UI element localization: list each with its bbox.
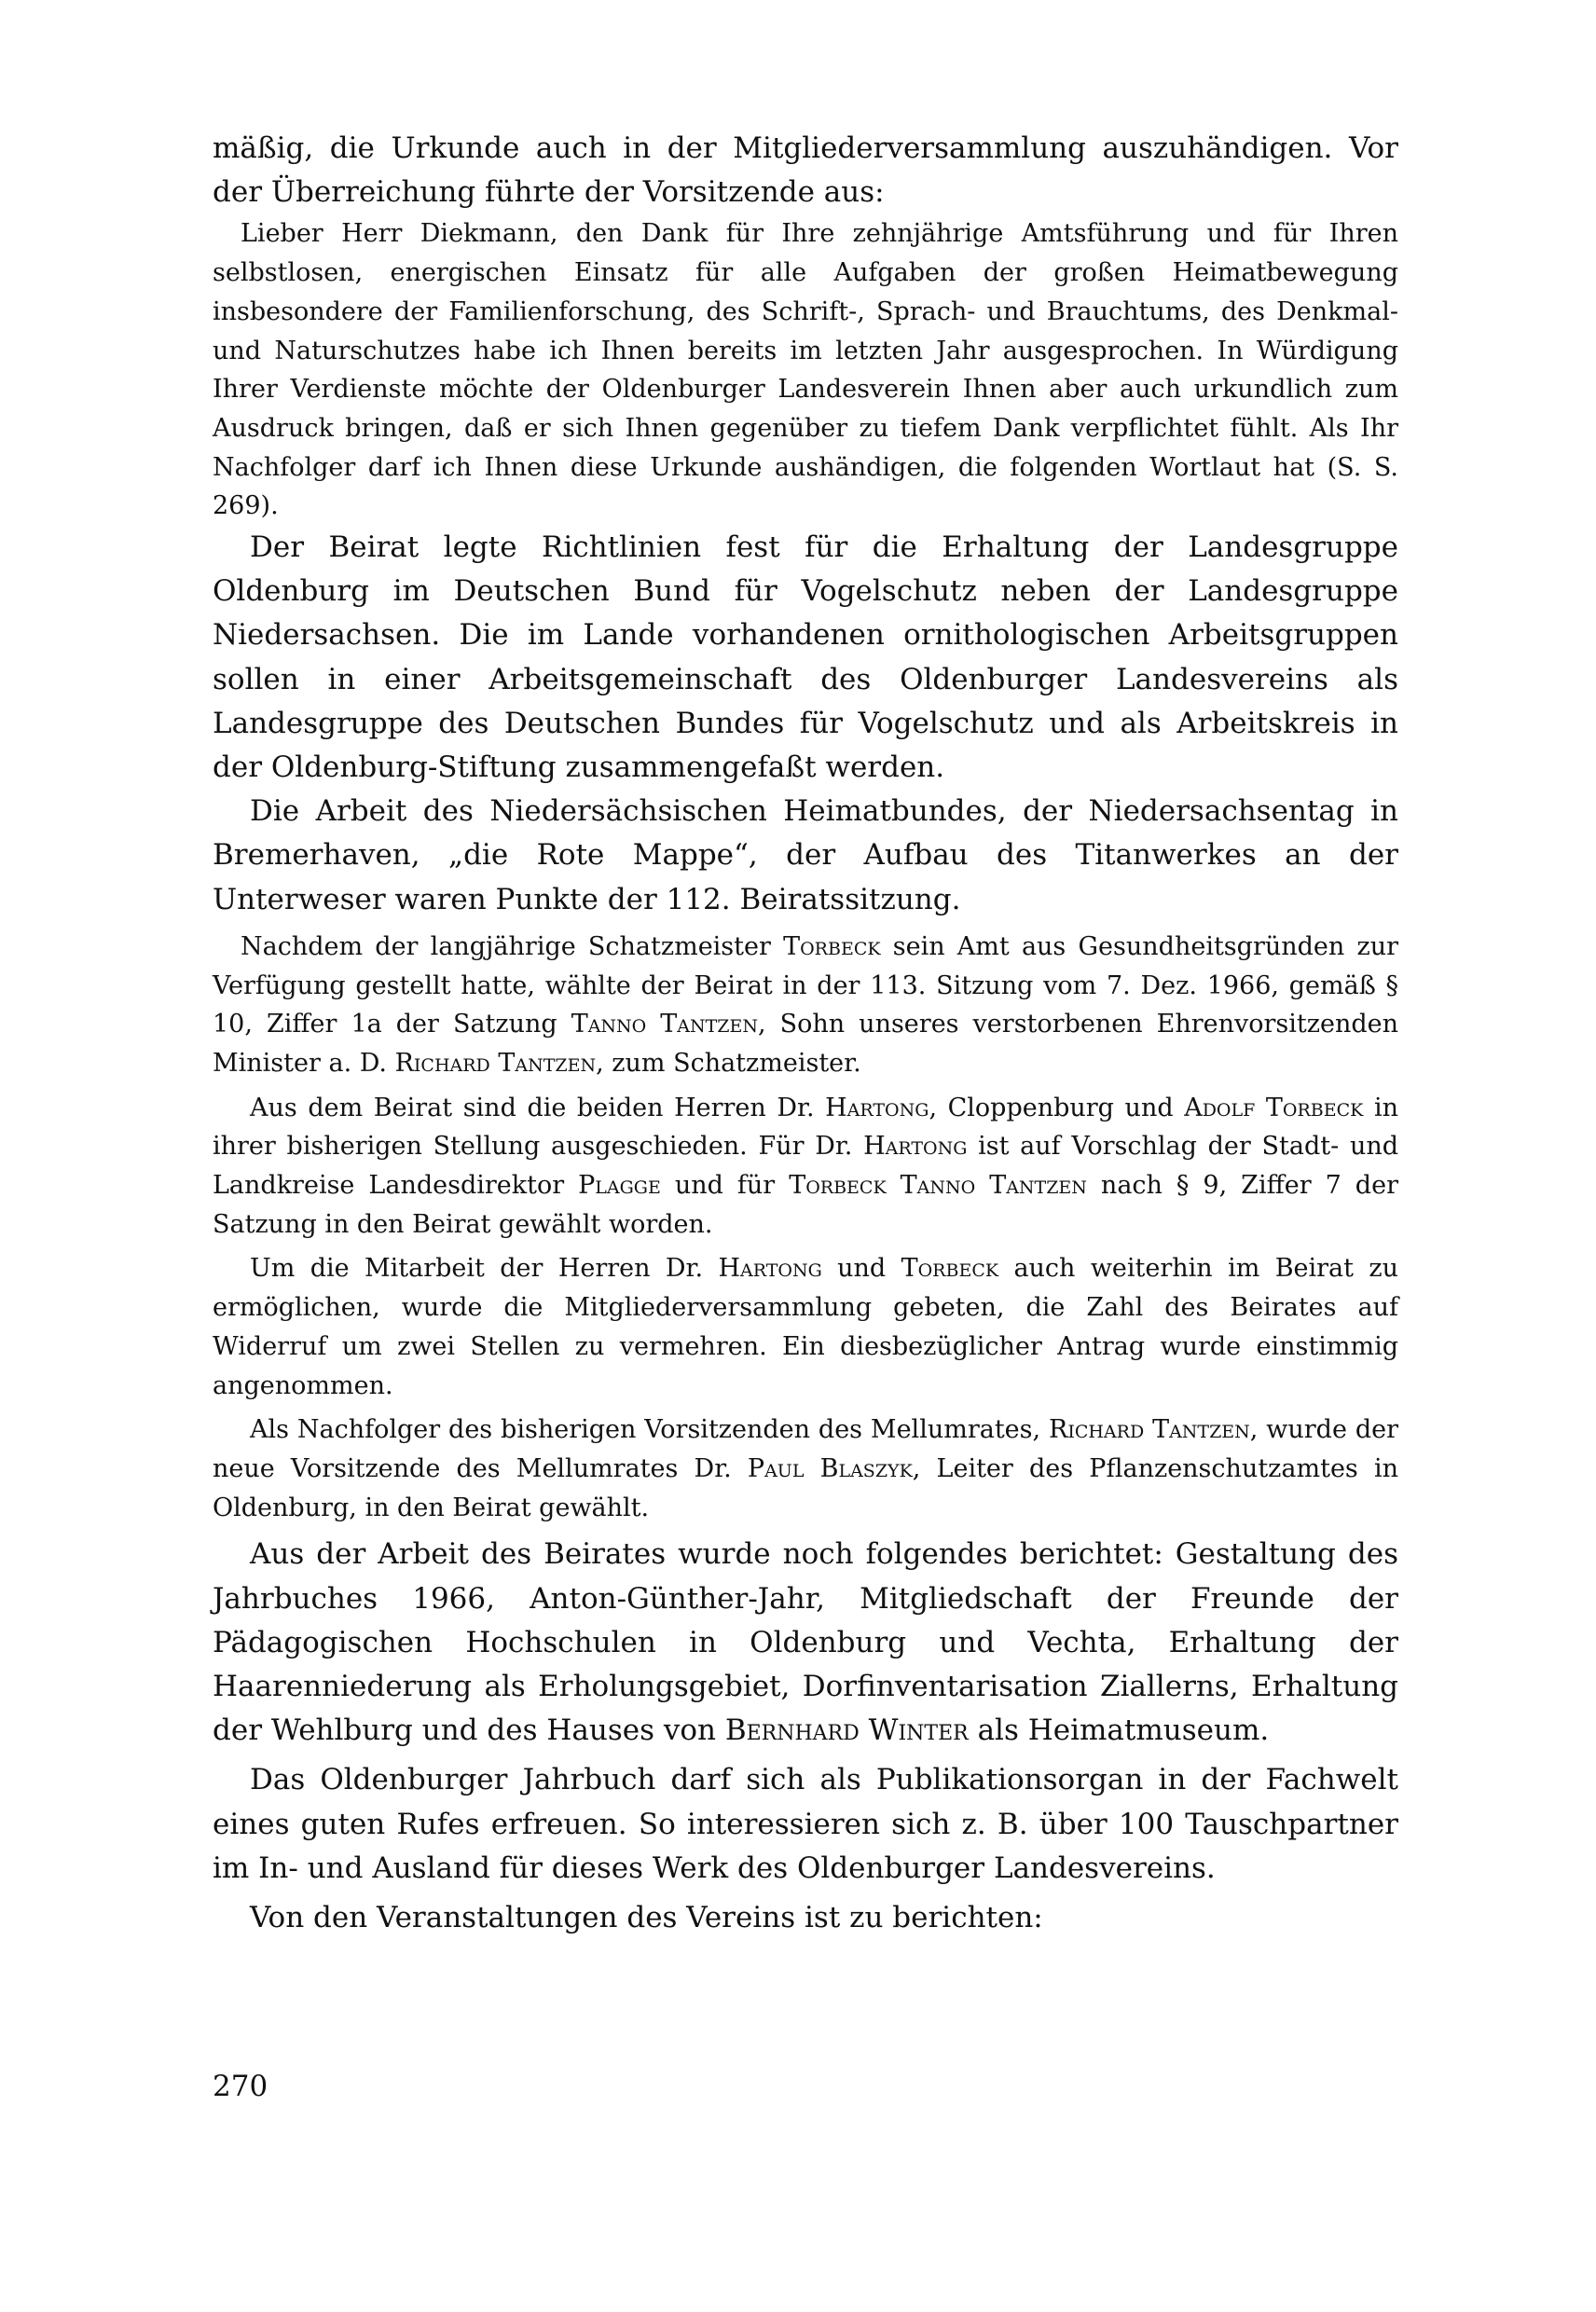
paragraph-beiratssitzung: Die Arbeit des Niedersächsischen Heimatbundes, der Niedersachsentag in Bremerhaven, „die Rote Mappe“, der Aufbau des Titanwerkes an der Unterweser waren Punkte der 112. Beiratssitzung. [213,794,1398,916]
person-name: Hartong [825,1093,929,1122]
paragraph-beirat-arbeit: Aus der Arbeit des Beirates wurde noch folgendes berichtet: Gestaltung des Jahrbuches 1966, Anton-Günther-Jahr, Mitgliedschaft der Freunde der Pädagogischen Hochschulen in Oldenburg und Vechta, Erhaltung der Haarenniederung als Erholungsgebiet, Dorfinventarisation Ziallerns, Erhaltung der Wehlburg und des Hauses von Bernhard Winter als Heimatmuseum. [213,1537,1398,1748]
paragraph-mitarbeit: Um die Mitarbeit der Herren Dr. Hartong und Torbeck auch weiterhin im Beirat zu ermöglichen, wurde die Mitgliederversammlung gebeten, die Zahl des Beirates auf Widerruf um zwei Stellen zu vermehren. Ein diesbezüglicher Antrag wurde einstimmig angenommen. [213,1254,1398,1400]
person-name: Hartong [718,1254,822,1284]
person-name: Bernhard Winter [724,1713,969,1748]
person-name: Torbeck [901,1254,999,1284]
paragraph-mellumrat: Als Nachfolger des bisherigen Vorsitzenden des Mellumrates, Richard Tantzen, wurde der neue Vorsitzende des Mellumrates Dr. Paul Blaszyk, Leiter des Pflanzenschutzamtes in Oldenburg, in den Beirat gewählt. [213,1415,1398,1522]
paragraph-jahrbuch: Das Oldenburger Jahrbuch darf sich als Publikationsorgan in der Fachwelt eines guten Rufes erfreuen. So interessieren sich z. B. über 100 Tauschpartner im In- und Ausland für dieses Werk des Oldenburger Landesvereins. [213,1763,1398,1885]
person-name: Torbeck Tanno Tantzen [789,1171,1087,1201]
paragraph-continuation: mäßig, die Urkunde auch in der Mitgliederversammlung auszuhändigen. Vor der Überreichung führte der Vorsitzende aus: [213,131,1398,210]
page-number: 270 [213,2070,268,2103]
person-name: Torbeck [783,931,881,961]
document-body [213,127,1398,1940]
paragraph-veranstaltungen: Von den Veranstaltungen des Vereins ist zu berichten: [250,1901,1043,1935]
person-name: Hartong [863,1132,968,1162]
person-name: Plagge [578,1171,661,1201]
person-name: Paul Blaszyk [747,1454,913,1483]
person-name: Richard Tantzen [394,1048,597,1078]
person-name: Tanno Tantzen [571,1010,759,1039]
person-name: Richard Tantzen [1048,1415,1250,1445]
paragraph-beirat-changes: Aus dem Beirat sind die beiden Herren Dr. Hartong, Cloppenburg und Adolf Torbeck in ihrer bisherigen Stellung ausgeschieden. Für Dr. Hartong ist auf Vorschlag der Stadt- und Landkreise Landesdirektor Plagge und für Torbeck Tanno Tantzen nach § 9, Ziffer 7 der Satzung in den Beirat gewählt worden. [213,1093,1399,1239]
person-name: Adolf Torbeck [1184,1093,1364,1122]
speech-quote: Lieber Herr Diekmann, den Dank für Ihre zehnjährige Amtsführung und für Ihren selbstlosen, energischen Einsatz für alle Aufgaben der großen Heimatbewegung insbesondere der Familienforschung, des Schrift-, Sprach- und Brauchtums, des Denkmal- und Naturschutzes habe ich Ihnen bereits im letzten Jahr ausgesprochen. In Würdigung Ihrer Verdienste möchte der Oldenburger Landesverein Ihnen aber auch urkundlich zum Ausdruck bringen, daß er sich Ihnen gegenüber zu tiefem Dank verpflichtet fühlt. Als Ihr Nachfolger darf ich Ihnen diese Urkunde aushändigen, die folgenden Wortlaut hat (S. S. 269). [213,219,1398,521]
paragraph-schatzmeister: Nachdem der langjährige Schatzmeister Torbeck sein Amt aus Gesundheitsgründen zur Verfügung gestellt hatte, wählte der Beirat in der 113. Sitzung vom 7. Dez. 1966, gemäß § 10, Ziffer 1a der Satzung Tanno Tantzen, Sohn unseres verstorbenen Ehrenvorsitzenden Minister a. D. Richard Tantzen, zum Schatzmeister. [213,931,1398,1078]
paragraph-vogelschutz: Der Beirat legte Richtlinien fest für die Erhaltung der Landesgruppe Oldenburg im Deutschen Bund für Vogelschutz neben der Landesgruppe Niedersachsen. Die im Lande vorhandenen ornithologischen Arbeitsgruppen sollen in einer Arbeitsgemeinschaft des Oldenburger Landesvereins als Landesgruppe des Deutschen Bundes für Vogelschutz und als Arbeitskreis in der Oldenburg-Stiftung zusammengefaßt werden. [213,530,1398,785]
